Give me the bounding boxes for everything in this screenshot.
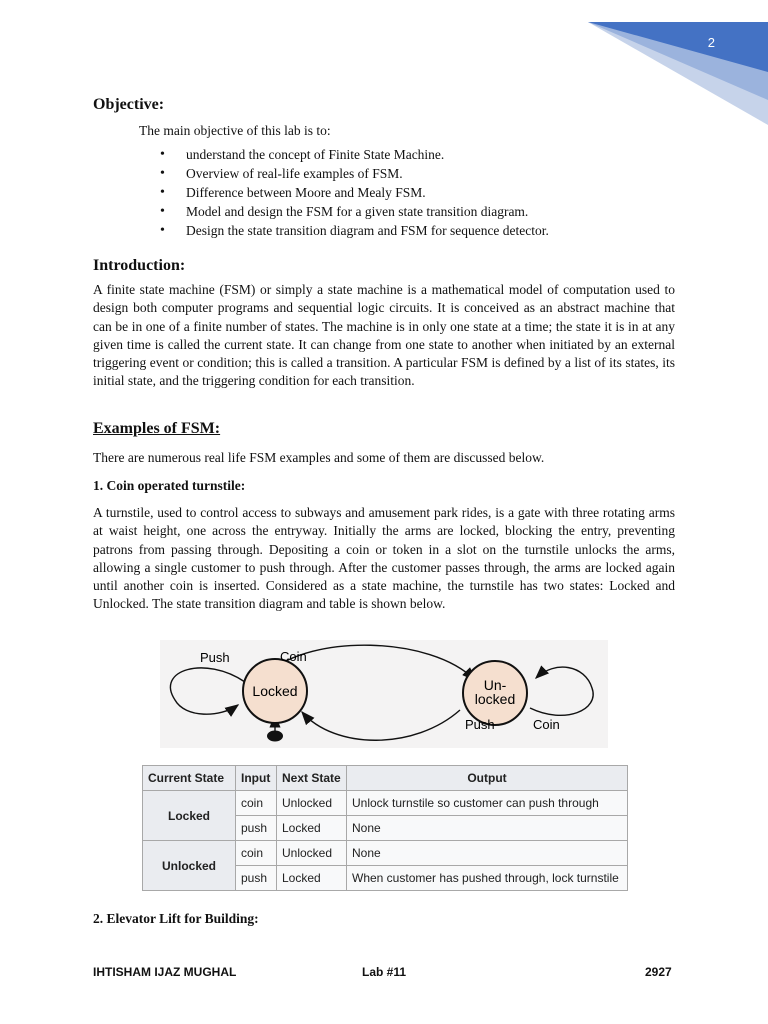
examples-intro: There are numerous real life FSM examples and some of them are discussed below. bbox=[93, 450, 545, 465]
output-cell: Unlock turnstile so customer can push through bbox=[347, 791, 628, 816]
table-row bbox=[143, 841, 628, 866]
state-cell: Locked bbox=[143, 791, 236, 841]
state-transition-table bbox=[142, 765, 628, 891]
label-push-left: Push bbox=[200, 650, 230, 665]
list-item: • Overview of real-life examples of FSM. bbox=[160, 164, 549, 183]
example1-heading: 1. Coin operated turnstile: bbox=[93, 478, 246, 493]
input-cell: coin bbox=[236, 791, 277, 816]
page-number: 2 bbox=[707, 35, 715, 50]
column-header: Next State bbox=[277, 766, 347, 791]
column-header: Current State bbox=[143, 766, 236, 791]
input-cell: push bbox=[236, 816, 277, 841]
state-diagram bbox=[160, 640, 608, 748]
introduction-text: A finite state machine (FSM) or simply a state machine is a mathematical model of computation used to design both computer programs and sequential logic circuits. It is conceived as an abstract machine that can be in one of a finite number of states. The machine is in only one state at a time; the state it is in at any given time is called the current state. It can change from one state to another when initiated by an external triggering event or condition; this is called a transition. A particular FSM is defined by a list of its states, its initial state, and the triggering condition for each transition. bbox=[93, 282, 675, 389]
initial-state-dot bbox=[267, 731, 283, 742]
column-header: Input bbox=[236, 766, 277, 791]
label-coin-top: Coin bbox=[280, 649, 307, 664]
list-item: • understand the concept of Finite State Machine. bbox=[160, 145, 549, 164]
footer-lab: Lab #11 bbox=[362, 965, 407, 979]
introduction-heading: Introduction: bbox=[93, 257, 186, 274]
output-cell: When customer has pushed through, lock turnstile bbox=[347, 866, 628, 891]
column-header: Output bbox=[347, 766, 628, 791]
label-push-bottom: Push bbox=[465, 717, 495, 732]
transition-push bbox=[302, 710, 460, 740]
next-state-cell: Locked bbox=[277, 816, 347, 841]
example2-heading: 2. Elevator Lift for Building: bbox=[93, 911, 259, 926]
objective-heading: Objective: bbox=[93, 96, 165, 113]
output-cell: None bbox=[347, 841, 628, 866]
list-item: • Design the state transition diagram and FSM for sequence detector. bbox=[160, 221, 549, 240]
state-unlocked-label: locked bbox=[474, 691, 516, 707]
label-coin-right: Coin bbox=[533, 717, 560, 732]
input-cell: coin bbox=[236, 841, 277, 866]
state-cell: Unlocked bbox=[143, 841, 236, 891]
examples-heading: Examples of FSM: bbox=[93, 420, 221, 437]
self-loop-unlocked bbox=[530, 667, 593, 715]
output-cell: None bbox=[347, 816, 628, 841]
example1-text: A turnstile, used to control access to subways and amusement park rides, is a gate with three rotating arms at waist height, one across the entryway. Initially the arms are locked, blocking the entry, preventing patrons from passing through. Depositing a coin or token in a slot on the turnstile unlocks the arms, allowing a single customer to push through. After the customer passes through, the arms are locked again until another coin is inserted. Considered as a state machine, the turnstile has two states: Locked and Unlocked. The state transition diagram and table is shown below. bbox=[93, 505, 675, 612]
table-header-row bbox=[143, 766, 628, 791]
objective-intro: The main objective of this lab is to: bbox=[139, 123, 331, 138]
input-cell: push bbox=[236, 866, 277, 891]
next-state-cell: Unlocked bbox=[277, 841, 347, 866]
footer-author: IHTISHAM IJAZ MUGHAL bbox=[93, 965, 237, 979]
next-state-cell: Unlocked bbox=[277, 791, 347, 816]
list-item: • Difference between Moore and Mealy FSM. bbox=[160, 183, 549, 202]
next-state-cell: Locked bbox=[277, 866, 347, 891]
corner-decoration bbox=[578, 0, 768, 125]
table-row bbox=[143, 791, 628, 816]
objective-list bbox=[160, 145, 549, 240]
state-unlocked-label: Un- bbox=[483, 677, 507, 693]
footer-code: 2927 bbox=[645, 965, 672, 979]
state-locked-label: Locked bbox=[252, 683, 298, 699]
list-item: • Model and design the FSM for a given state transition diagram. bbox=[160, 202, 549, 221]
self-loop-locked bbox=[170, 668, 245, 714]
state-diagram-svg bbox=[160, 640, 608, 748]
